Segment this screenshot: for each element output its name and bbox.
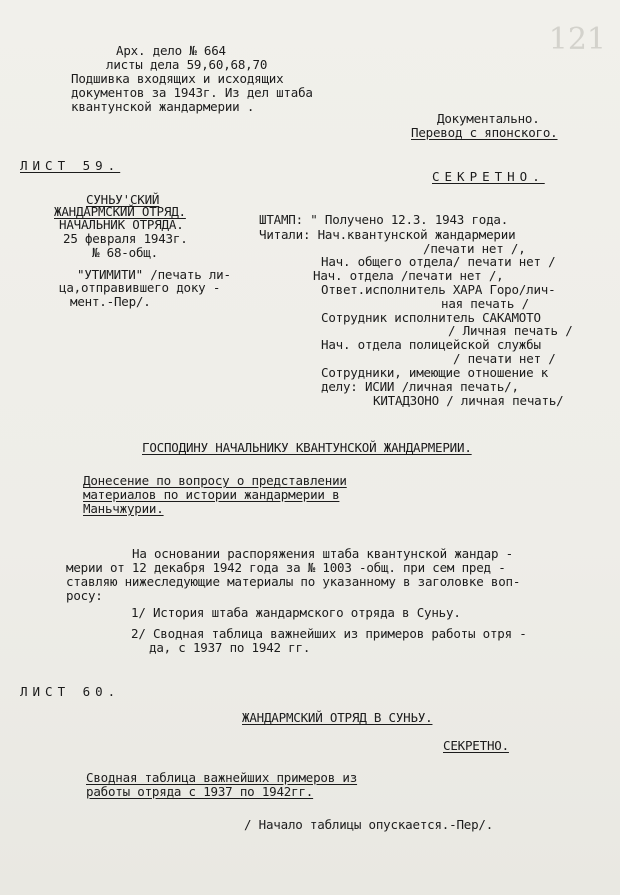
- stamp-line-14: КИТАДЗОНО / личная печать/: [373, 393, 564, 408]
- archive-line-3: Подшивка входящих и исходящих: [71, 71, 284, 86]
- sender-seal-line-1: "УТИМИТИ" /печать ли-: [77, 267, 231, 282]
- sheet-60-heading: ЖАНДАРМСКИЙ ОТРЯД В СУНЬУ.: [242, 710, 433, 725]
- sender-seal-line-3: мент.-Пер/.: [70, 294, 151, 309]
- subject-line-3: Маньчжурии.: [83, 501, 164, 516]
- table-title-line-2: работы отряда с 1937 по 1942гг.: [86, 784, 314, 799]
- archive-sheets: листы дела 59,60,68,70: [106, 57, 268, 72]
- subject-line-2: материалов по истории жандармерии в: [83, 487, 340, 502]
- stamp-line-6: Ответ.исполнитель ХАРА Горо/лич-: [321, 282, 556, 297]
- sheet-59-label: ЛИСТ 59.: [20, 158, 121, 173]
- archive-file-number: Арх. дело № 664: [116, 43, 226, 58]
- body-line-3: ставляю нижеследующие материалы по указанному в заголовке воп-: [66, 574, 521, 589]
- list-item-2: 2/ Сводная таблица важнейших из примеров работы отря -: [131, 626, 527, 641]
- stamp-line-12: Сотрудники, имеющие отношение к: [321, 365, 549, 380]
- stamp-line-9: / Личная печать /: [448, 323, 573, 338]
- stamp-line-3: /печати нет /,: [423, 241, 526, 256]
- sender-doc-number: № 68-общ.: [92, 245, 158, 260]
- bleed-through-text: [150, 140, 157, 154]
- stamp-line-10: Нач. отдела полицейской службы: [321, 337, 541, 352]
- sender-date: 25 февраля 1943г.: [63, 231, 188, 246]
- addressee: ГОСПОДИНУ НАЧАЛЬНИКУ КВАНТУНСКОЙ ЖАНДАРМЕРИИ.: [142, 440, 472, 455]
- translation-note-1: Документально.: [437, 111, 540, 126]
- translation-note-2: Перевод с японского.: [411, 125, 558, 140]
- stamp-line-7: ная печать /: [441, 296, 529, 311]
- stamp-line-5: Нач. отдела /печати нет /,: [313, 268, 504, 283]
- secret-mark-2: СЕКРЕТНО.: [443, 738, 509, 753]
- stamp-line-11: / печати нет /: [453, 351, 556, 366]
- sender-unit-type: ЖАНДАРМСКИЙ ОТРЯД.: [54, 204, 186, 219]
- subject-line-1: Донесение по вопросу о представлении: [83, 473, 347, 488]
- archive-line-4: документов за 1943г. Из дел штаба: [71, 85, 313, 100]
- sheet-60-label: ЛИСТ 60.: [20, 684, 121, 699]
- body-line-1: На основании распоряжения штаба квантунской жандар -: [132, 546, 513, 561]
- stamp-received: ШТАМП: " Получено 12.3. 1943 года.: [259, 212, 509, 227]
- body-line-2: мерии от 12 декабря 1942 года за № 1003 -общ. при сем пред -: [66, 560, 506, 575]
- sender-unit-name: СУНЬУ'СКИЙ: [86, 192, 160, 207]
- stamp-line-8: Сотрудник исполнитель САКАМОТО: [321, 310, 541, 325]
- stamp-line-4: Нач. общего отдела/ печати нет /: [321, 254, 556, 269]
- list-item-1: 1/ История штаба жандармского отряда в Суньу.: [131, 605, 461, 620]
- table-title-line-1: Сводная таблица важнейших примеров из: [86, 770, 358, 785]
- sender-title: НАЧАЛЬНИК ОТРЯДА.: [59, 217, 184, 232]
- stamp-read-by: Читали: Нач.квантунской жандармерии: [259, 227, 516, 242]
- secret-mark-1: СЕКРЕТНО.: [432, 169, 545, 184]
- stamp-line-13: делу: ИСИИ /личная печать/,: [321, 379, 519, 394]
- archive-line-5: квантунской жандармерии .: [71, 99, 255, 114]
- sender-seal-line-2: ца,отправившего доку -: [59, 280, 221, 295]
- translator-note: / Начало таблицы опускается.-Пер/.: [244, 817, 494, 832]
- list-item-2-cont: да, с 1937 по 1942 гг.: [149, 640, 311, 655]
- body-line-4: росу:: [66, 588, 103, 603]
- archive-page-number: 121: [548, 22, 606, 57]
